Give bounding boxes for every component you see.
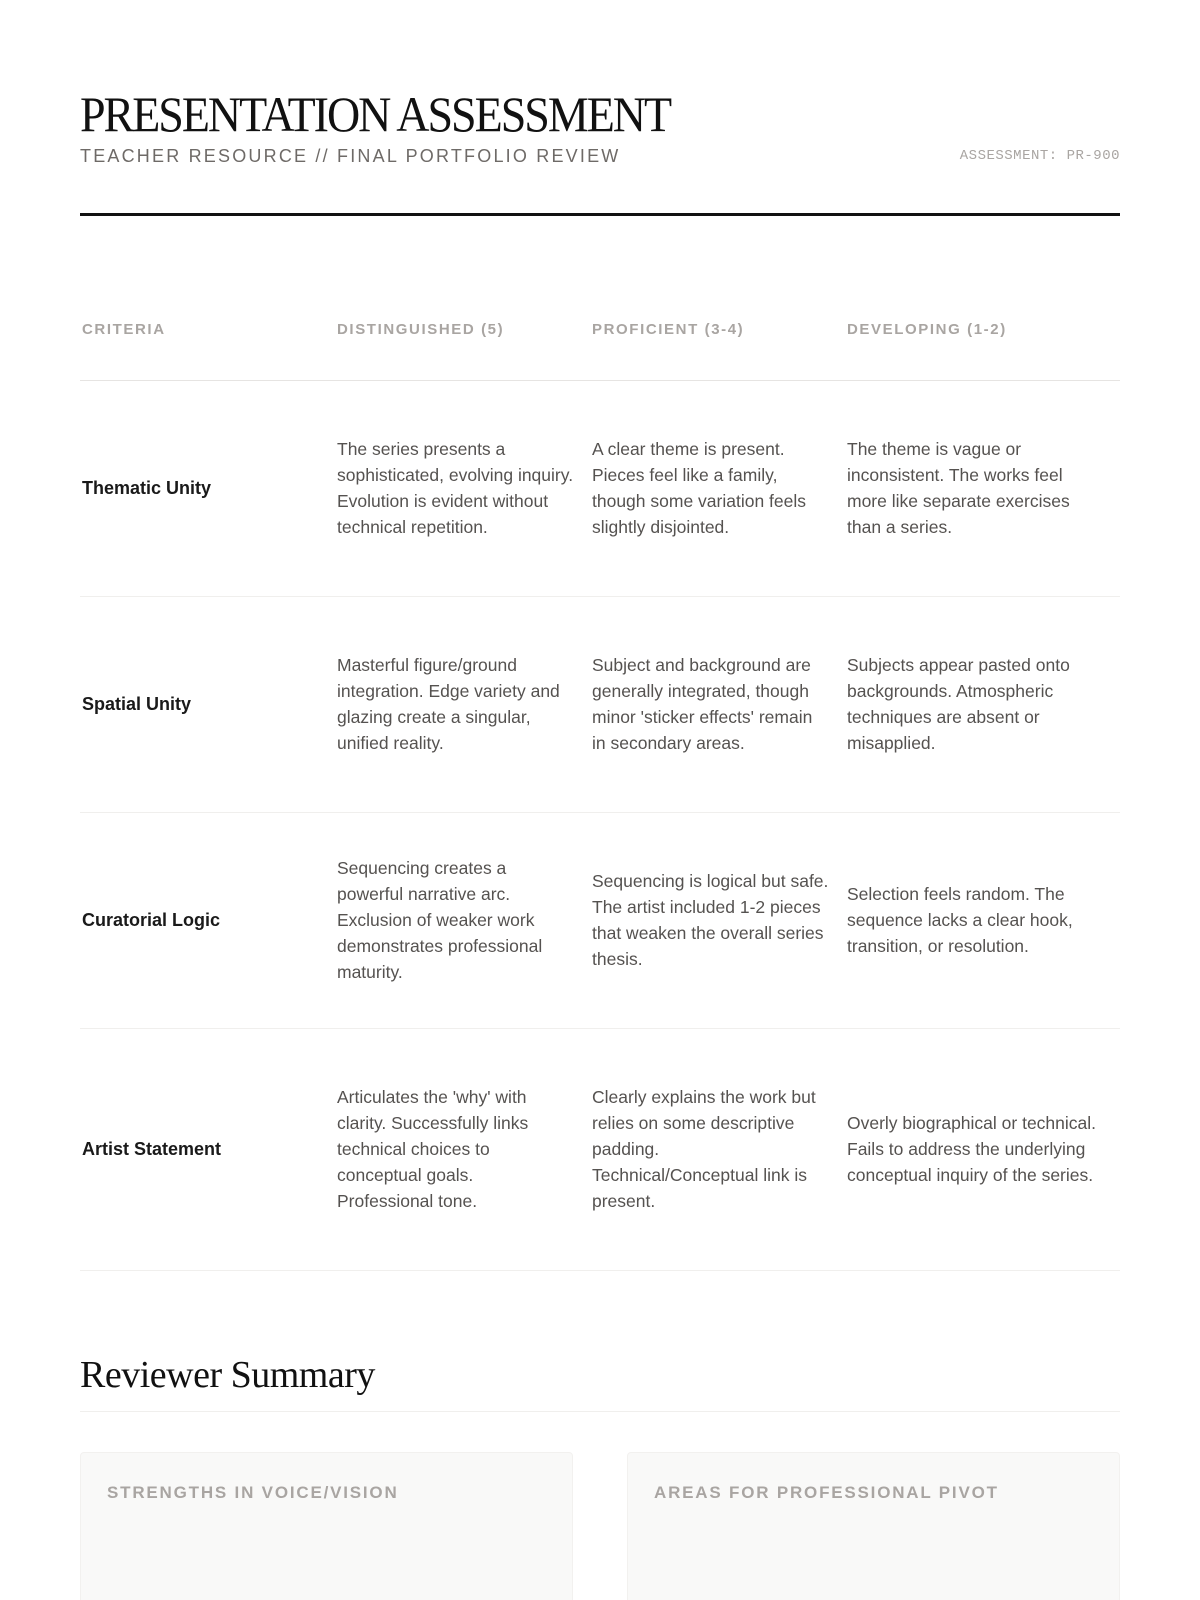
assessment-id: ASSESSMENT: PR-900 [959,148,1120,164]
pivot-areas-card[interactable] [627,1452,1120,1600]
distinguished-cell: Articulates the 'why' with clarity. Successfully links technical choices to conceptual goals. Professional tone. [335,1028,590,1270]
developing-cell: Subjects appear pasted onto backgrounds. Atmospheric techniques are absent or misapplied. [845,596,1120,812]
reviewer-summary-title: Reviewer Summary [80,1353,1120,1412]
developing-cell: Selection feels random. The sequence lacks a clear hook, transition, or resolution. [845,812,1120,1028]
pivot-areas-card-label: AREAS FOR PROFESSIONAL PIVOT [654,1482,999,1502]
developing-cell: The theme is vague or inconsistent. The works feel more like separate exercises than a series. [845,380,1120,596]
strengths-card[interactable] [80,1452,573,1600]
column-header-criteria: CRITERIA [80,296,335,380]
table-row [80,596,1120,812]
criteria-cell: Curatorial Logic [80,812,335,1028]
column-header-distinguished: DISTINGUISHED (5) [335,296,590,380]
proficient-cell: Clearly explains the work but relies on some descriptive padding. Technical/Conceptual link is present. [590,1028,845,1270]
column-header-proficient: PROFICIENT (3-4) [590,296,845,380]
criteria-cell: Thematic Unity [80,380,335,596]
document-header [80,0,1120,216]
rubric-table [80,296,1120,1271]
developing-cell: Overly biographical or technical. Fails to address the underlying conceptual inquiry of the series. [845,1028,1120,1270]
criteria-cell: Artist Statement [80,1028,335,1270]
table-row [80,1028,1120,1270]
table-row [80,380,1120,596]
distinguished-cell: The series presents a sophisticated, evolving inquiry. Evolution is evident without technical repetition. [335,380,590,596]
strengths-card-label: STRENGTHS IN VOICE/VISION [107,1482,399,1502]
table-row [80,812,1120,1028]
distinguished-cell: Masterful figure/ground integration. Edge variety and glazing create a singular, unified reality. [335,596,590,812]
rubric-header-row [80,296,1120,380]
page-title: PRESENTATION ASSESSMENT [80,86,671,142]
proficient-cell: A clear theme is present. Pieces feel like a family, though some variation feels slightly disjointed. [590,380,845,596]
proficient-cell: Sequencing is logical but safe. The artist included 1-2 pieces that weaken the overall series thesis. [590,812,845,1028]
summary-cards [80,1452,1120,1600]
page-subtitle: TEACHER RESOURCE // FINAL PORTFOLIO REVIEW [80,146,621,166]
column-header-developing: DEVELOPING (1-2) [845,296,1120,380]
proficient-cell: Subject and background are generally integrated, though minor 'sticker effects' remain in secondary areas. [590,596,845,812]
distinguished-cell: Sequencing creates a powerful narrative arc. Exclusion of weaker work demonstrates professional maturity. [335,812,590,1028]
criteria-cell: Spatial Unity [80,596,335,812]
